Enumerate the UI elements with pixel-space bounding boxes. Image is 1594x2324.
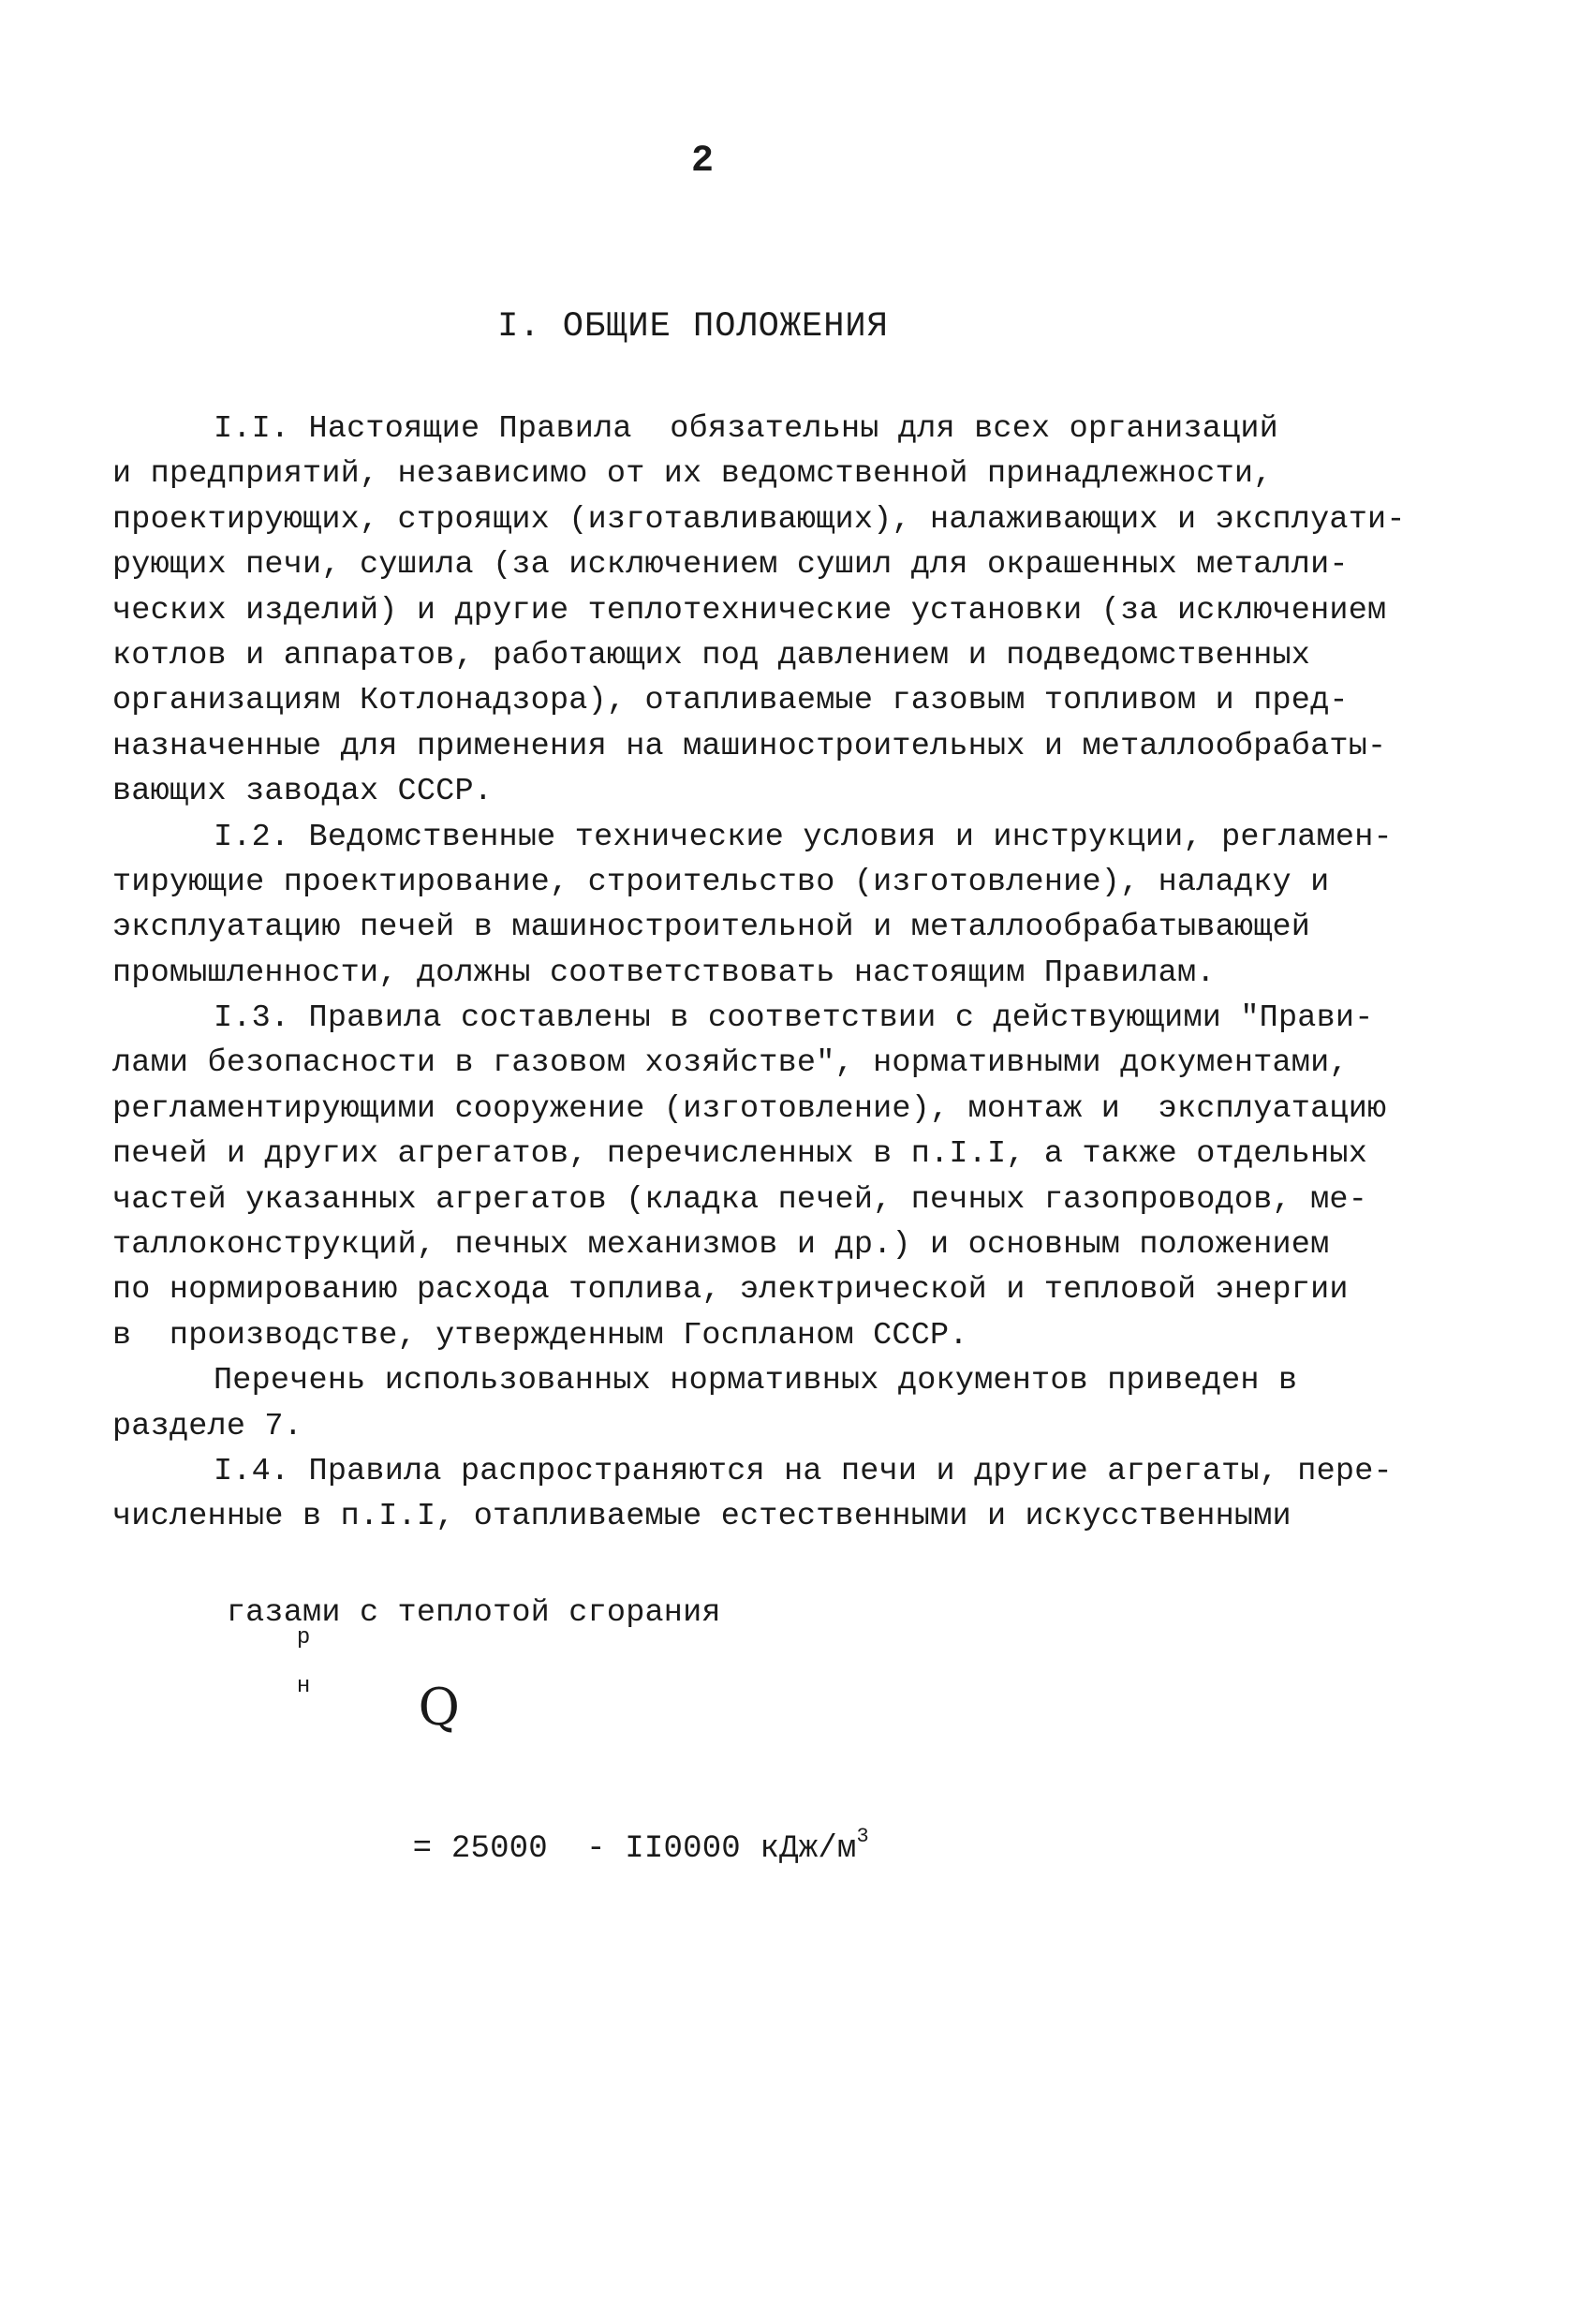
paragraph-line: I.I. Настоящие Правила обязательны для всех организаций [214,411,1278,447]
body-text [112,407,1480,1868]
paragraph-line: частей указанных агрегатов (кладка печей, печных газопроводов, ме- [112,1181,1368,1218]
paragraph-line: тирующие проектирование, строительство (изготовление), наладку и [112,864,1330,900]
formula-value: = 25000 - II0000 кДж/м [412,1831,857,1868]
paragraph-line: по нормированию расхода топлива, электрической и тепловой энергии [112,1272,1349,1309]
paragraph-line: лами безопасности в газовом хозяйстве", нормативными документами, [112,1045,1349,1082]
formula-unit-power: 3 [856,1825,869,1849]
paragraph-line: и предприятий, независимо от их ведомственной принадлежности, [112,456,1273,493]
paragraph-line: ческих изделий) и другие теплотехнические установки (за исключением [112,592,1387,629]
paragraph-line: печей и других агрегатов, перечисленных в п.I.I, а также отдельных [112,1136,1368,1173]
paragraph-line: I.3. Правила составлены в соответствии с действующими "Прави- [214,1000,1374,1037]
paragraph-line: таллоконструкций, печных механизмов и др.) и основным положением [112,1227,1330,1264]
paragraph-line: численные в п.I.I, отапливаемые естественными и искусственными [112,1499,1291,1535]
paragraph-line: Перечень использованных нормативных документов приведен в [214,1363,1298,1399]
formula-subscript: н [296,1673,311,1699]
paragraph-line: в производстве, утвержденным Госпланом СССР. [112,1317,968,1354]
paragraph-line: промышленности, должны соответствовать настоящим Правилам. [112,955,1216,991]
formula-symbol: Q [418,1677,461,1737]
paragraph-line: назначенные для применения на машиностроительных и металлообрабаты- [112,728,1387,764]
paragraph-line: I.4. Правила распространяются на печи и другие агрегаты, пере- [214,1453,1393,1489]
paragraph-line: проектирующих, строящих (изготавливающих), налаживающих и эксплуати- [112,501,1406,538]
paragraph-line: рующих печи, сушила (за исключением сушил для окрашенных металли- [112,547,1349,584]
paragraph-line: котлов и аппаратов, работающих под давлением и подведомственных [112,637,1311,674]
formula-prefix: газами с теплотой сгорания [226,1595,721,1632]
paragraph-line: эксплуатацию печей в машиностроительной и металлообрабатывающей [112,910,1311,946]
paragraph-line: I.2. Ведомственные технические условия и инструкции, регламен- [214,819,1393,855]
page-number: 2 [690,141,714,183]
formula-line [112,1546,1480,1868]
paragraph-line: организациям Котлонадзора), отапливаемые газовым топливом и пред- [112,683,1349,719]
section-title: I. ОБЩИЕ ПОЛОЖЕНИЯ [497,307,889,347]
heat-of-combustion-formula [227,1624,869,1920]
formula-superscript: р [296,1624,311,1650]
paragraph-line: регламентирующими сооружение (изготовление), монтаж и эксплуатацию [112,1090,1387,1127]
paragraph-line: вающих заводах СССР. [112,774,494,810]
paragraph-line: разделе 7. [112,1408,303,1444]
